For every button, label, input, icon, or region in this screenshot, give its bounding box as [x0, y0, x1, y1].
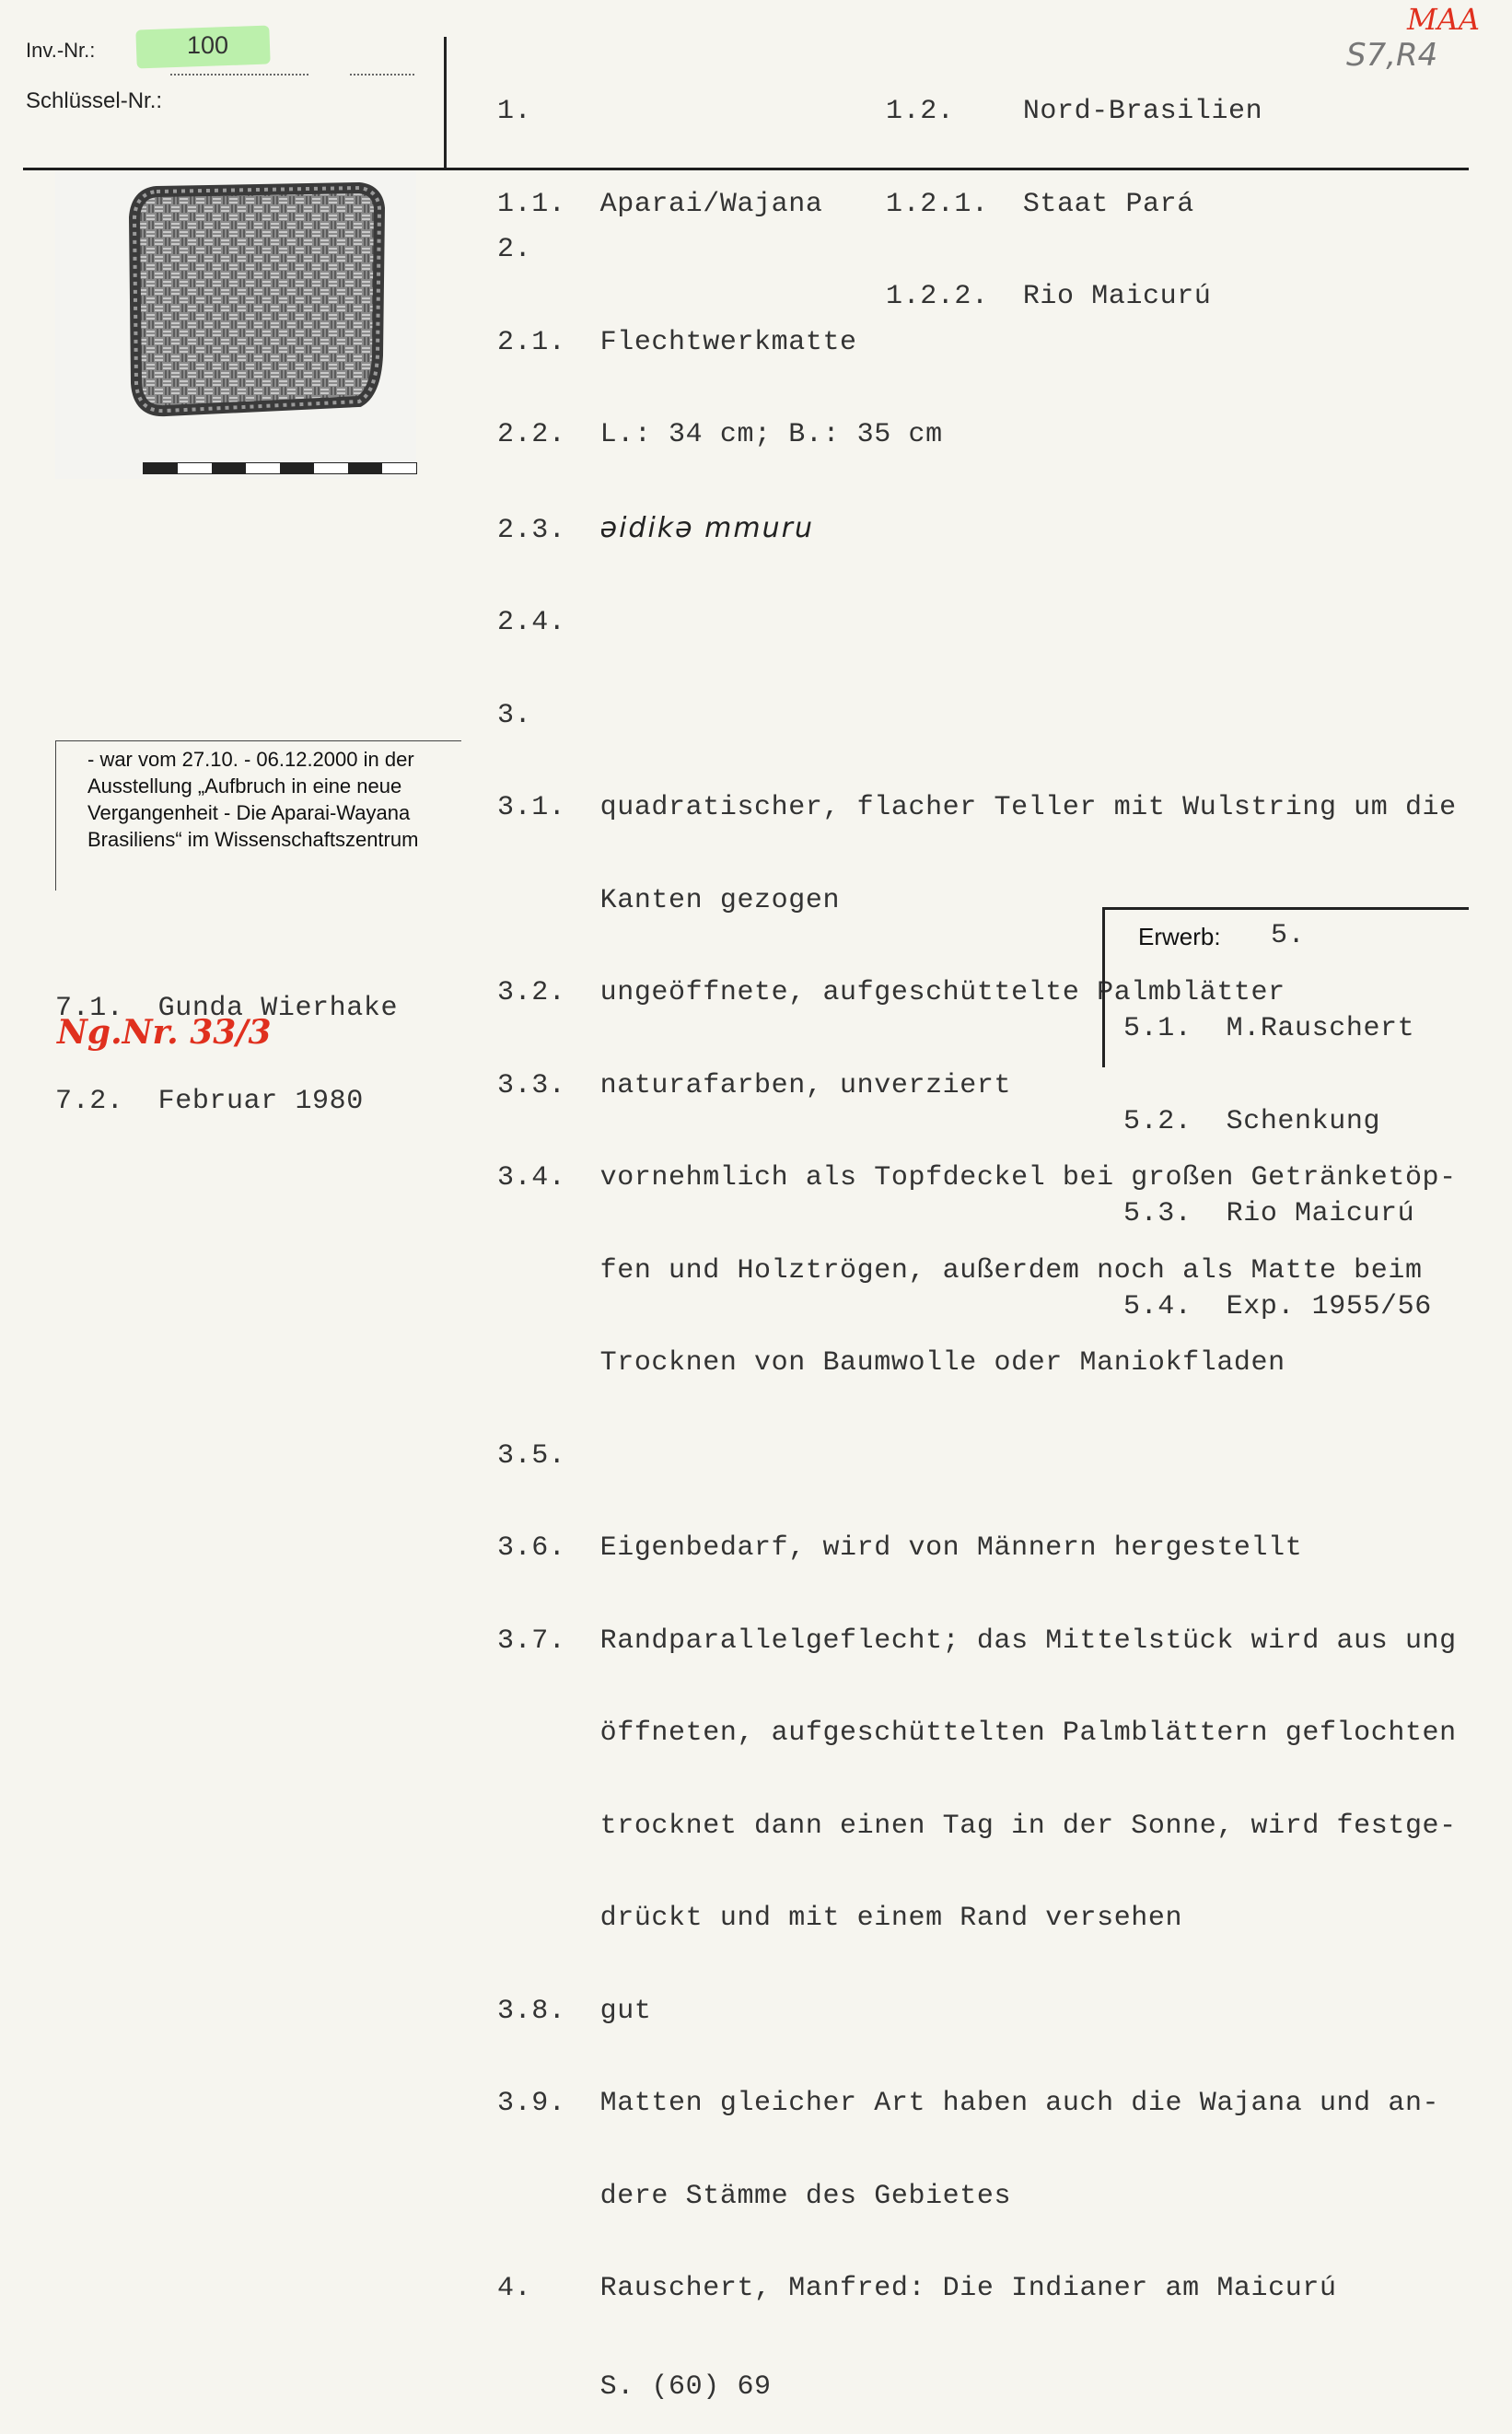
description-line: 2.4.: [497, 607, 566, 638]
description-line: 3.3. naturafarben, unverziert: [497, 1069, 1012, 1101]
location-line: 1.2.1. Staat Pará: [886, 188, 1194, 220]
description-line: fen und Holztrögen, außerdem noch als Matte beim: [497, 1254, 1423, 1287]
woven-mat-image: [55, 171, 416, 479]
recorder-line: 7.2. Februar 1980: [55, 1085, 364, 1117]
inventory-dotted-line: [170, 74, 308, 76]
description-line: öffneten, aufgeschüttelten Palmblättern geflochten: [497, 1718, 1457, 1749]
description-line: 3.9. Matten gleicher Art haben auch die Wajana und an-: [497, 2088, 1440, 2119]
description-line: 3.6. Eigenbedarf, wird von Männern hergestellt: [497, 1532, 1303, 1564]
corner-mark-top: MAA: [1407, 2, 1480, 37]
acquisition-line: 5.2. Schenkung: [1123, 1105, 1381, 1137]
header-divider-vertical: [444, 37, 447, 168]
description-line: Kanten gezogen: [497, 884, 841, 916]
description-line: 3.5.: [497, 1439, 566, 1472]
description-line: 4. Rauschert, Manfred: Die Indianer am Maicurú: [497, 2273, 1337, 2304]
corner-mark-bottom: S7,R4: [1346, 37, 1438, 74]
key-number-label: Schlüssel-Nr.:: [26, 88, 163, 113]
description-line: 3.4. vornehmlich als Topfdeckel bei großen Getränketöp-: [497, 1162, 1457, 1194]
description-line: 3.: [497, 699, 532, 731]
description-line: 2.1. Flechtwerkmatte: [497, 326, 857, 358]
description-line: drückt und mit einem Rand versehen: [497, 1903, 1183, 1934]
acquisition-section-number: 5.: [1271, 920, 1306, 951]
description-line: 2.3. əidikə mmuru: [497, 511, 814, 546]
recorder-line: 7.1. Gunda Wierhake: [55, 993, 399, 1024]
description-line: 2.2. L.: 34 cm; B.: 35 cm: [497, 419, 943, 450]
inventory-label: Inv.-Nr.:: [26, 39, 96, 62]
acquisition-line: 5.4. Exp. 1955/56: [1123, 1290, 1432, 1322]
inventory-dotted-line-2: [350, 74, 414, 76]
description-line: 3.2. ungeöffnete, aufgeschüttelte Palmblätter: [497, 977, 1285, 1008]
location-line: 1.2. Nord-Brasilien: [886, 96, 1263, 127]
description-line: 3.1. quadratischer, flacher Teller mit Wulstring um die: [497, 792, 1457, 823]
negative-number-handwritten: Ng.Nr. 33/3: [57, 1013, 272, 1052]
description-line: Trocknen von Baumwolle oder Maniokfladen: [497, 1347, 1285, 1379]
acquisition-block: [1123, 952, 1432, 1341]
native-name-handwritten: əidikə mmuru: [599, 511, 814, 544]
exhibition-note-text: - war vom 27.10. - 06.12.2000 in der Ausstellung „Aufbruch in eine neue Vergangenheit - Die Aparai-Wayana Brasiliens“ im Wissenschaftszentrum: [87, 748, 419, 851]
description-line: 3.8. gut: [497, 1995, 652, 2027]
description-line: S. (60) 69: [497, 2370, 772, 2403]
photo-scale-bar: [143, 462, 417, 474]
description-line: 3.7. Randparallelgeflecht; das Mittelstück wird aus ung: [497, 1625, 1457, 1657]
inventory-value: 100: [187, 31, 229, 59]
description-line: dere Stämme des Gebietes: [497, 2180, 1012, 2212]
acquisition-label: Erwerb:: [1138, 923, 1221, 950]
location-line: 1.2.2. Rio Maicurú: [886, 281, 1212, 312]
acquisition-line: 5.3. Rio Maicurú: [1123, 1198, 1415, 1229]
description-line: trocknet dann einen Tag in der Sonne, wird festge-: [497, 1810, 1457, 1842]
description-line: 2.: [497, 234, 532, 265]
acquisition-line: 5.1. M.Rauschert: [1123, 1013, 1415, 1044]
location-line: 1.1. Aparai/Wajana: [497, 188, 823, 220]
object-photo: [55, 171, 416, 479]
location-line: 1.: [497, 96, 532, 127]
